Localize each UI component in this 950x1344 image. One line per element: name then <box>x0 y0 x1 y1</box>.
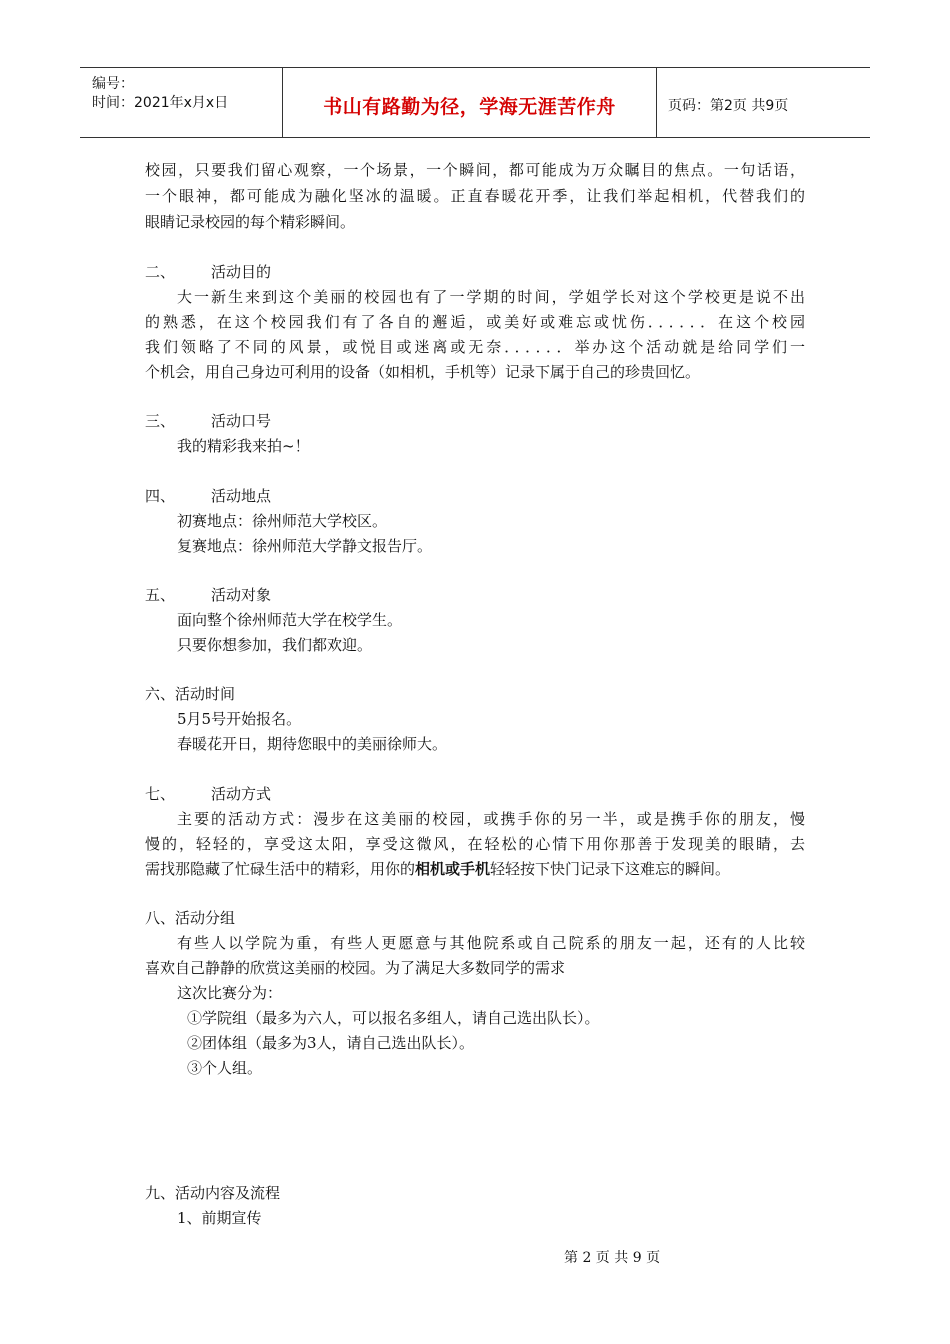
paragraph-line: 主要的活动方式：漫步在这美丽的校园，或携手你的另一半，或是携手你的朋友，慢 <box>177 810 805 828</box>
paragraph-line: 个机会，用自己身边可利用的设备（如相机，手机等）记录下属于自己的珍贵回忆。 <box>145 363 701 381</box>
venue-line: 复赛地点：徐州师范大学静文报告厅。 <box>177 537 433 555</box>
audience-line: 只要你想参加，我们都欢迎。 <box>177 636 373 654</box>
paragraph-line <box>145 859 730 879</box>
paragraph-line: 慢的，轻轻的，享受这太阳，享受这微风，在轻松的心情下用你那善于发现美的眼睛，去 <box>145 835 805 853</box>
section-number: 四、 <box>145 487 176 505</box>
header-page-info: 页码：第2页 共9页 <box>668 98 789 114</box>
paragraph-line: 大一新生来到这个美丽的校园也有了一学期的时间，学姐学长对这个学校更是说不出 <box>177 288 805 306</box>
text-run: 需找那隐藏了忙碌生活中的精彩，用你的 <box>145 860 416 878</box>
intro-line: 一个眼神，都可能成为融化坚冰的温暖。正直春暖花开季，让我们举起相机，代替我们的 <box>145 187 805 205</box>
section-title: 九、活动内容及流程 <box>145 1184 281 1202</box>
section-title: 活动对象 <box>211 586 272 604</box>
subsection-title: 1、前期宣传 <box>177 1209 262 1227</box>
section-title: 活动口号 <box>211 412 272 430</box>
schedule-line: 春暖花开日，期待您眼中的美丽徐师大。 <box>177 735 448 753</box>
page-header <box>80 67 870 138</box>
header-motto: 书山有路勤为径，学海无涯苦作舟 <box>323 96 616 118</box>
section-title: 活动地点 <box>211 487 272 505</box>
section-title: 活动方式 <box>211 785 272 803</box>
section-number: 七、 <box>145 785 176 803</box>
group-intro: 这次比赛分为： <box>177 984 283 1002</box>
audience-line: 面向整个徐州师范大学在校学生。 <box>177 611 403 629</box>
header-page-cell <box>656 68 870 137</box>
text-run: 轻轻按下快门记录下这难忘的瞬间。 <box>490 860 731 878</box>
paragraph-line: 的熟悉，在这个校园我们有了各自的邂逅，或美好或难忘或忧伤．．．．．．在这个校园 <box>145 313 805 331</box>
paragraph-line: 有些人以学院为重，有些人更愿意与其他院系或自己院系的朋友一起，还有的人比较 <box>177 934 805 952</box>
section-title: 八、活动分组 <box>145 909 236 927</box>
section-title: 活动目的 <box>211 263 272 281</box>
section-title: 六、活动时间 <box>145 685 236 703</box>
venue-line: 初赛地点：徐州师范大学校区。 <box>177 512 388 530</box>
section-number: 二、 <box>145 263 176 281</box>
section-number: 三、 <box>145 412 176 430</box>
emphasis-text: 相机或手机 <box>415 860 491 878</box>
section-number: 五、 <box>145 586 176 604</box>
group-item: ②团体组（最多为3人，请自己选出队长）。 <box>187 1034 475 1052</box>
schedule-line: 5月5号开始报名。 <box>177 710 302 728</box>
paragraph-line: 喜欢自己静静的欣赏这美丽的校园。为了满足大多数同学的需求 <box>145 959 566 977</box>
header-meta-cell <box>80 68 282 137</box>
intro-line: 眼睛记录校园的每个精彩瞬间。 <box>145 213 356 231</box>
slogan-text: 我的精彩我来拍~！ <box>177 437 310 455</box>
header-motto-cell <box>282 68 657 137</box>
document-date: 时间：2021年x月x日 <box>92 95 229 111</box>
footer-page-number: 第 2 页 共 9 页 <box>564 1250 661 1266</box>
document-number-label: 编号： <box>92 76 134 92</box>
group-item: ①学院组（最多为六人，可以报名多组人，请自己选出队长）。 <box>187 1009 600 1027</box>
group-item: ③个人组。 <box>187 1059 263 1077</box>
intro-line: 校园，只要我们留心观察，一个场景，一个瞬间，都可能成为万众瞩目的焦点。一句话语， <box>145 161 805 179</box>
paragraph-line: 我们领略了不同的风景，或悦目或迷离或无奈．．．．．．举办这个活动就是给同学们一 <box>145 338 805 356</box>
